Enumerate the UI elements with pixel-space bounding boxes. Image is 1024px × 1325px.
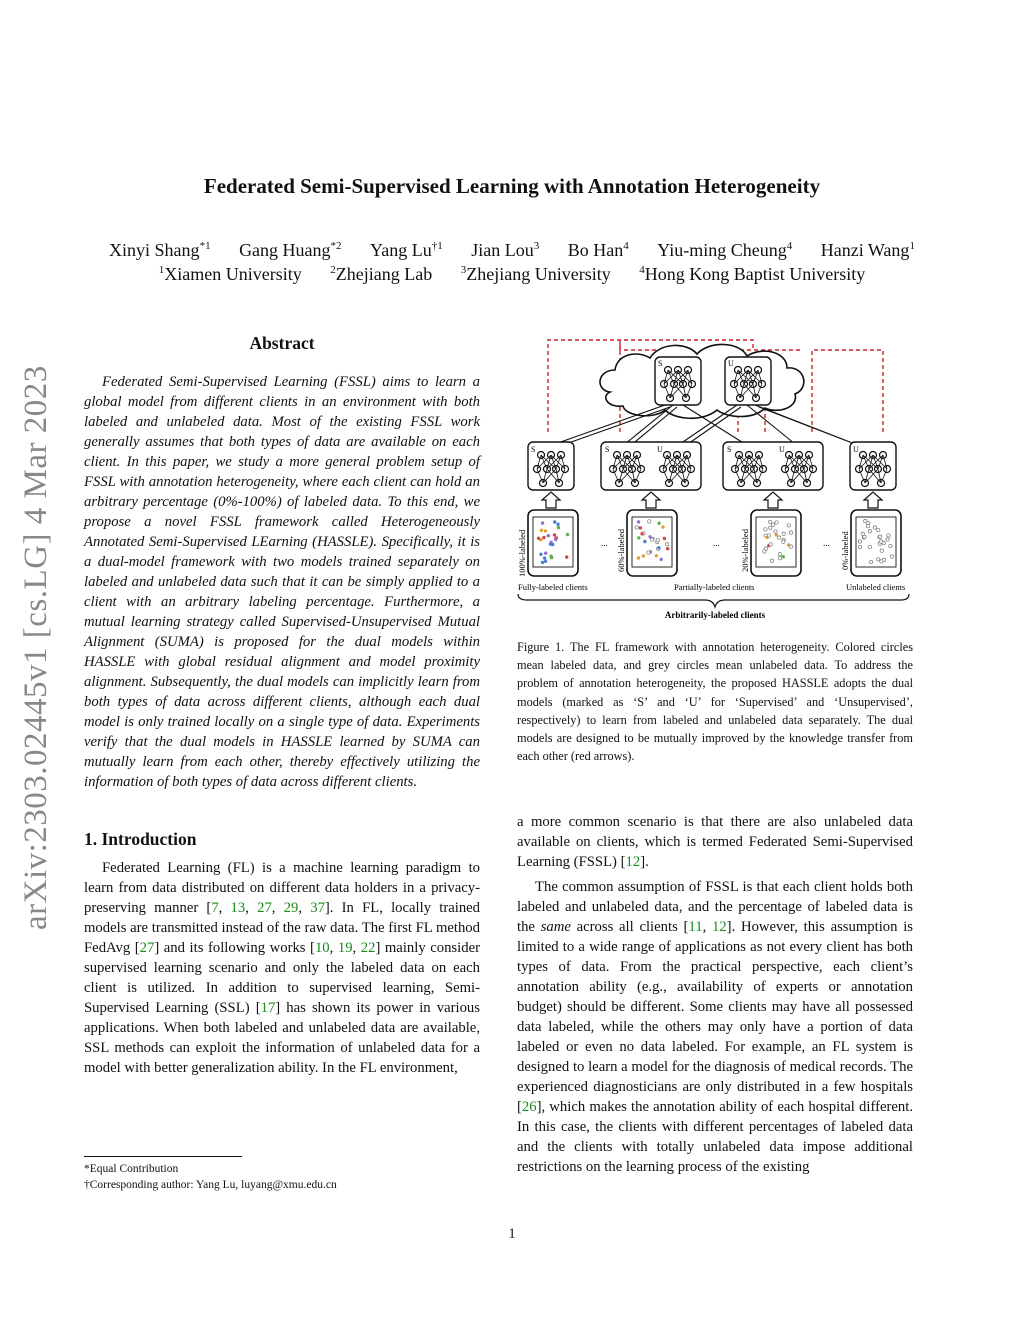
- unlabeled-data-point: [650, 538, 653, 541]
- citation-link[interactable]: 27: [139, 940, 155, 956]
- labeled-data-point: [565, 555, 568, 558]
- svg-text:S: S: [605, 445, 610, 454]
- footnote-corresponding: †Corresponding author: Yang Lu, luyang@xmu.edu.cn: [84, 1179, 337, 1191]
- labeled-data-point: [657, 522, 660, 525]
- labeled-data-point: [550, 556, 553, 559]
- labeled-data-point: [640, 532, 643, 535]
- labeled-data-point: [539, 553, 542, 556]
- citation-link[interactable]: 17: [260, 1000, 276, 1016]
- unlabeled-data-point: [787, 524, 790, 527]
- unlabeled-data-point: [789, 531, 792, 534]
- group-label-fully: Fully-labeled clients: [518, 582, 588, 592]
- unlabeled-data-point: [778, 536, 781, 539]
- paper-title: Federated Semi-Supervised Learning with Annotation Heterogeneity: [203, 174, 821, 198]
- unlabeled-data-point: [768, 520, 771, 523]
- group-brace: [518, 594, 909, 607]
- labeled-data-point: [775, 533, 778, 536]
- unlabeled-data-point: [774, 530, 777, 533]
- figure-1: [515, 332, 915, 624]
- labeled-data-point: [537, 537, 540, 540]
- svg-text:U: U: [853, 445, 859, 454]
- svg-text:S: S: [658, 359, 663, 368]
- citation-link[interactable]: 13: [230, 900, 246, 916]
- svg-text:...: ...: [713, 538, 720, 548]
- unlabeled-data-point: [782, 540, 785, 543]
- citation-link[interactable]: 7: [211, 900, 219, 916]
- page-number: 1: [508, 1226, 516, 1242]
- unlabeled-data-point: [868, 530, 871, 533]
- author: Yiu-ming Cheung$^4$: [657, 240, 793, 260]
- svg-text:...: ...: [823, 538, 830, 548]
- paragraph: a more common scenario is that there are also unlabeled data available on clients, which is termed Federated Semi-Supervised Learning (FSSL) [12].: [517, 814, 913, 870]
- labeled-data-point: [547, 534, 550, 537]
- unlabeled-data-point: [877, 528, 880, 531]
- labeled-data-point: [542, 536, 545, 539]
- labeled-data-point: [554, 538, 557, 541]
- group-label-partial: Partially-labeled clients: [674, 582, 755, 592]
- labeled-data-point: [549, 542, 552, 545]
- unlabeled-data-point: [647, 551, 650, 554]
- unlabeled-data-point: [879, 540, 882, 543]
- author-list: [0, 240, 1024, 261]
- upload-arrows: [542, 492, 882, 508]
- unlabeled-data-point: [879, 535, 882, 538]
- footnote-equal: *Equal Contribution: [84, 1163, 179, 1175]
- labeled-data-point: [639, 526, 642, 529]
- unlabeled-data-point: [764, 528, 767, 531]
- svg-text:U: U: [657, 445, 663, 454]
- labeled-data-point: [541, 561, 544, 564]
- client-label: 100%-labeled: [517, 529, 527, 577]
- labeled-data-point: [637, 536, 640, 539]
- unlabeled-data-point: [864, 519, 867, 522]
- labeled-data-point: [637, 520, 640, 523]
- unlabeled-data-point: [778, 557, 781, 560]
- unlabeled-data-point: [771, 559, 774, 562]
- unlabeled-data-point: [877, 558, 880, 561]
- unlabeled-data-point: [873, 526, 876, 529]
- intro-heading: 1. Introduction: [84, 829, 197, 849]
- author: Hanzi Wang$^1$: [820, 240, 915, 260]
- unlabeled-data-point: [635, 526, 638, 529]
- labeled-data-point: [657, 546, 660, 549]
- citation-link[interactable]: 27: [257, 900, 272, 916]
- citation-link[interactable]: 22: [360, 940, 376, 956]
- unlabeled-data-point: [769, 543, 772, 546]
- left-column: [84, 333, 480, 1078]
- footnotes: [84, 1161, 337, 1193]
- citation-link[interactable]: 12: [711, 919, 727, 935]
- author: Jian Lou$^3$: [471, 240, 540, 260]
- author: Bo Han$^4$: [567, 240, 629, 260]
- svg-text:...: ...: [601, 538, 608, 548]
- group-label-unlabeled: Unlabeled clients: [846, 582, 906, 592]
- right-column: [517, 812, 913, 1177]
- unlabeled-data-point: [890, 555, 893, 558]
- unlabeled-data-point: [858, 540, 861, 543]
- unlabeled-data-point: [880, 549, 883, 552]
- svg-text:S: S: [531, 445, 536, 454]
- figure-caption: Figure 1. The FL framework with annotation heterogeneity. Colored circles mean labeled data, and grey circles mean unlabeled data. To address the problem of annotation heterogeneity, the proposed HASSLE adopts the dual models (marked as ‘S’ and ‘U’ for ‘Supervised’ and ‘Unsupervised’, respectively) to learn from labeled and unlabeled data separately. The dual models are designed to be mutually improved by the knowledge transfer from each other (red arrows).: [517, 640, 913, 764]
- unlabeled-data-point: [763, 550, 766, 553]
- unlabeled-data-point: [778, 553, 781, 556]
- unlabeled-data-point: [648, 520, 651, 523]
- group-label-all: Arbitrarily-labeled clients: [664, 610, 766, 620]
- unlabeled-data-point: [789, 545, 792, 548]
- unlabeled-data-point: [886, 538, 889, 541]
- unlabeled-data-point: [869, 560, 872, 563]
- labeled-data-point: [544, 552, 547, 555]
- unlabeled-data-point: [656, 539, 659, 542]
- arxiv-identifier: arXiv:2303.02445v1 [cs.LG] 4 Mar 2023: [18, 365, 54, 930]
- unlabeled-data-point: [887, 534, 890, 537]
- client-label: 0%-labeled: [840, 531, 850, 570]
- labeled-data-point: [543, 556, 546, 559]
- client-models: [528, 442, 896, 490]
- labeled-data-point: [544, 560, 547, 563]
- labeled-data-point: [556, 523, 559, 526]
- labeled-data-point: [637, 556, 640, 559]
- citation-link[interactable]: 26: [521, 1099, 537, 1115]
- unlabeled-data-point: [775, 521, 778, 524]
- labeled-data-point: [553, 533, 556, 536]
- unlabeled-data-point: [782, 532, 785, 535]
- unlabeled-data-point: [861, 532, 864, 535]
- labeled-data-point: [666, 547, 669, 550]
- citation-link[interactable]: 11: [688, 919, 703, 935]
- unlabeled-data-point: [889, 544, 892, 547]
- labeled-data-point: [655, 554, 658, 557]
- client-label: 60%-labeled: [616, 529, 626, 572]
- labeled-data-point: [566, 533, 569, 536]
- labeled-data-point: [661, 525, 664, 528]
- labeled-data-point: [643, 540, 646, 543]
- unlabeled-data-point: [868, 545, 871, 548]
- abstract-text: Federated Semi-Supervised Learning (FSSL) aims to learn a global model from different clients in an environment with both labeled and unlabeled data. Most of the existing FSSL work generally assumes that both types of data are available on each client. In this paper, we study a more general problem setup of FSSL with annotation heterogeneity, where each client can hold an arbitrary percentage (0%-100%) of labeled data. To this end, we propose a novel FSSL framework called Heterogeneously Annotated Semi-Supervised LEarning (HASSLE). Specifically, it is a dual-model framework with two models trained separately on labeled and unlabeled data such that it can be simply applied to a client with an arbitrary labeling percentage. Furthermore, a mutual learning strategy called Supervised-Unsupervised Mutual Alignment (SUMA) is proposed for the dual models within HASSLE with global residual alignment and model proximity alignment. Subsequently, the dual models can implicitly learn from both types of data across different clients, although each dual model is only trained locally on a single type of data. Experiments verify that the dual models in HASSLE learned by SUMA can mutually learn from each other, thereby effectively utilizing the information of both types of data across different clients.: [84, 374, 480, 790]
- unlabeled-data-point: [769, 526, 772, 529]
- intro-paragraph: Federated Learning (FL) is a machine learning paradigm to learn from data distributed on different data holders in a privacy-preserving manner [7, 13, 27, 29, 37]. In FL, locally trained models are transmitted instead of the raw data. The first FL method FedAvg [27] and its following works [10, 19, 22] mainly consider supervised learning scenario and only the labeled data on each client is utilized. In addition to supervised learning, Semi-Supervised Learning (SSL) [17] has shown its power in various applications. When both labeled and unlabeled data are available, SSL methods can exploit the information of unlabeled data for a model with better generalization ability. In the FL environment,: [84, 860, 481, 1076]
- unlabeled-data-point: [858, 545, 861, 548]
- svg-text:U: U: [728, 359, 734, 368]
- labeled-data-point: [540, 529, 543, 532]
- unlabeled-data-point: [772, 523, 775, 526]
- citation-link[interactable]: 10: [314, 940, 330, 956]
- unlabeled-data-point: [767, 534, 770, 537]
- paragraph: The common assumption of FSSL is that each client holds both labeled and unlabeled data, and the percentage of labeled data is the same across all clients [11, 12]. However, this assumption is limited to a wide range of applications as not every client has both types of data. From the practical perspective, each client’s annotation ability (e.g., availability of experts or annotation budget) should be different. Some clients may have all possessed data labeled, while the others may only have a portion of data labeled or even no data labeled. For example, an FL system is designed to learn a model for the diagnosis of medical records. The experienced diagnosticians are only distributed in a few hospitals [26], which makes the annotation ability of each hospital different. In this case, the clients with different percentages of labeled data and the clients with totally unlabeled data impose additional restrictions on the learning process of the existing: [517, 879, 914, 1175]
- labeled-data-point: [544, 529, 547, 532]
- author: Xinyi Shang$^{*1}$: [109, 240, 211, 260]
- labeled-data-point: [663, 537, 666, 540]
- author: Yang Lu$^{\dagger 1}$: [370, 240, 443, 260]
- svg-text:U: U: [779, 445, 785, 454]
- labeled-data-point: [642, 554, 645, 557]
- labeled-data-point: [660, 558, 663, 561]
- citation-link[interactable]: 19: [337, 940, 353, 956]
- footnote-rule: [84, 1156, 242, 1157]
- author: Gang Huang$^{*2}$: [239, 240, 342, 260]
- abstract-heading: Abstract: [249, 333, 315, 353]
- labeled-data-point: [541, 521, 544, 524]
- client-label: 20%-labeled: [740, 529, 750, 572]
- citation-link[interactable]: 12: [625, 854, 641, 870]
- affiliations: $^1$Xiamen University $^2$Zhejiang Lab $^3$Zhejiang University $^4$Hong Kong Baptist University: [158, 264, 866, 284]
- unlabeled-data-point: [866, 524, 869, 527]
- server-cloud: [600, 344, 804, 418]
- citation-link[interactable]: 37: [310, 900, 325, 916]
- unlabeled-data-point: [665, 543, 668, 546]
- citation-link[interactable]: 29: [283, 900, 299, 916]
- unlabeled-data-point: [880, 560, 883, 563]
- labeled-data-point: [557, 526, 560, 529]
- svg-text:S: S: [727, 445, 732, 454]
- labeled-data-point: [553, 520, 556, 523]
